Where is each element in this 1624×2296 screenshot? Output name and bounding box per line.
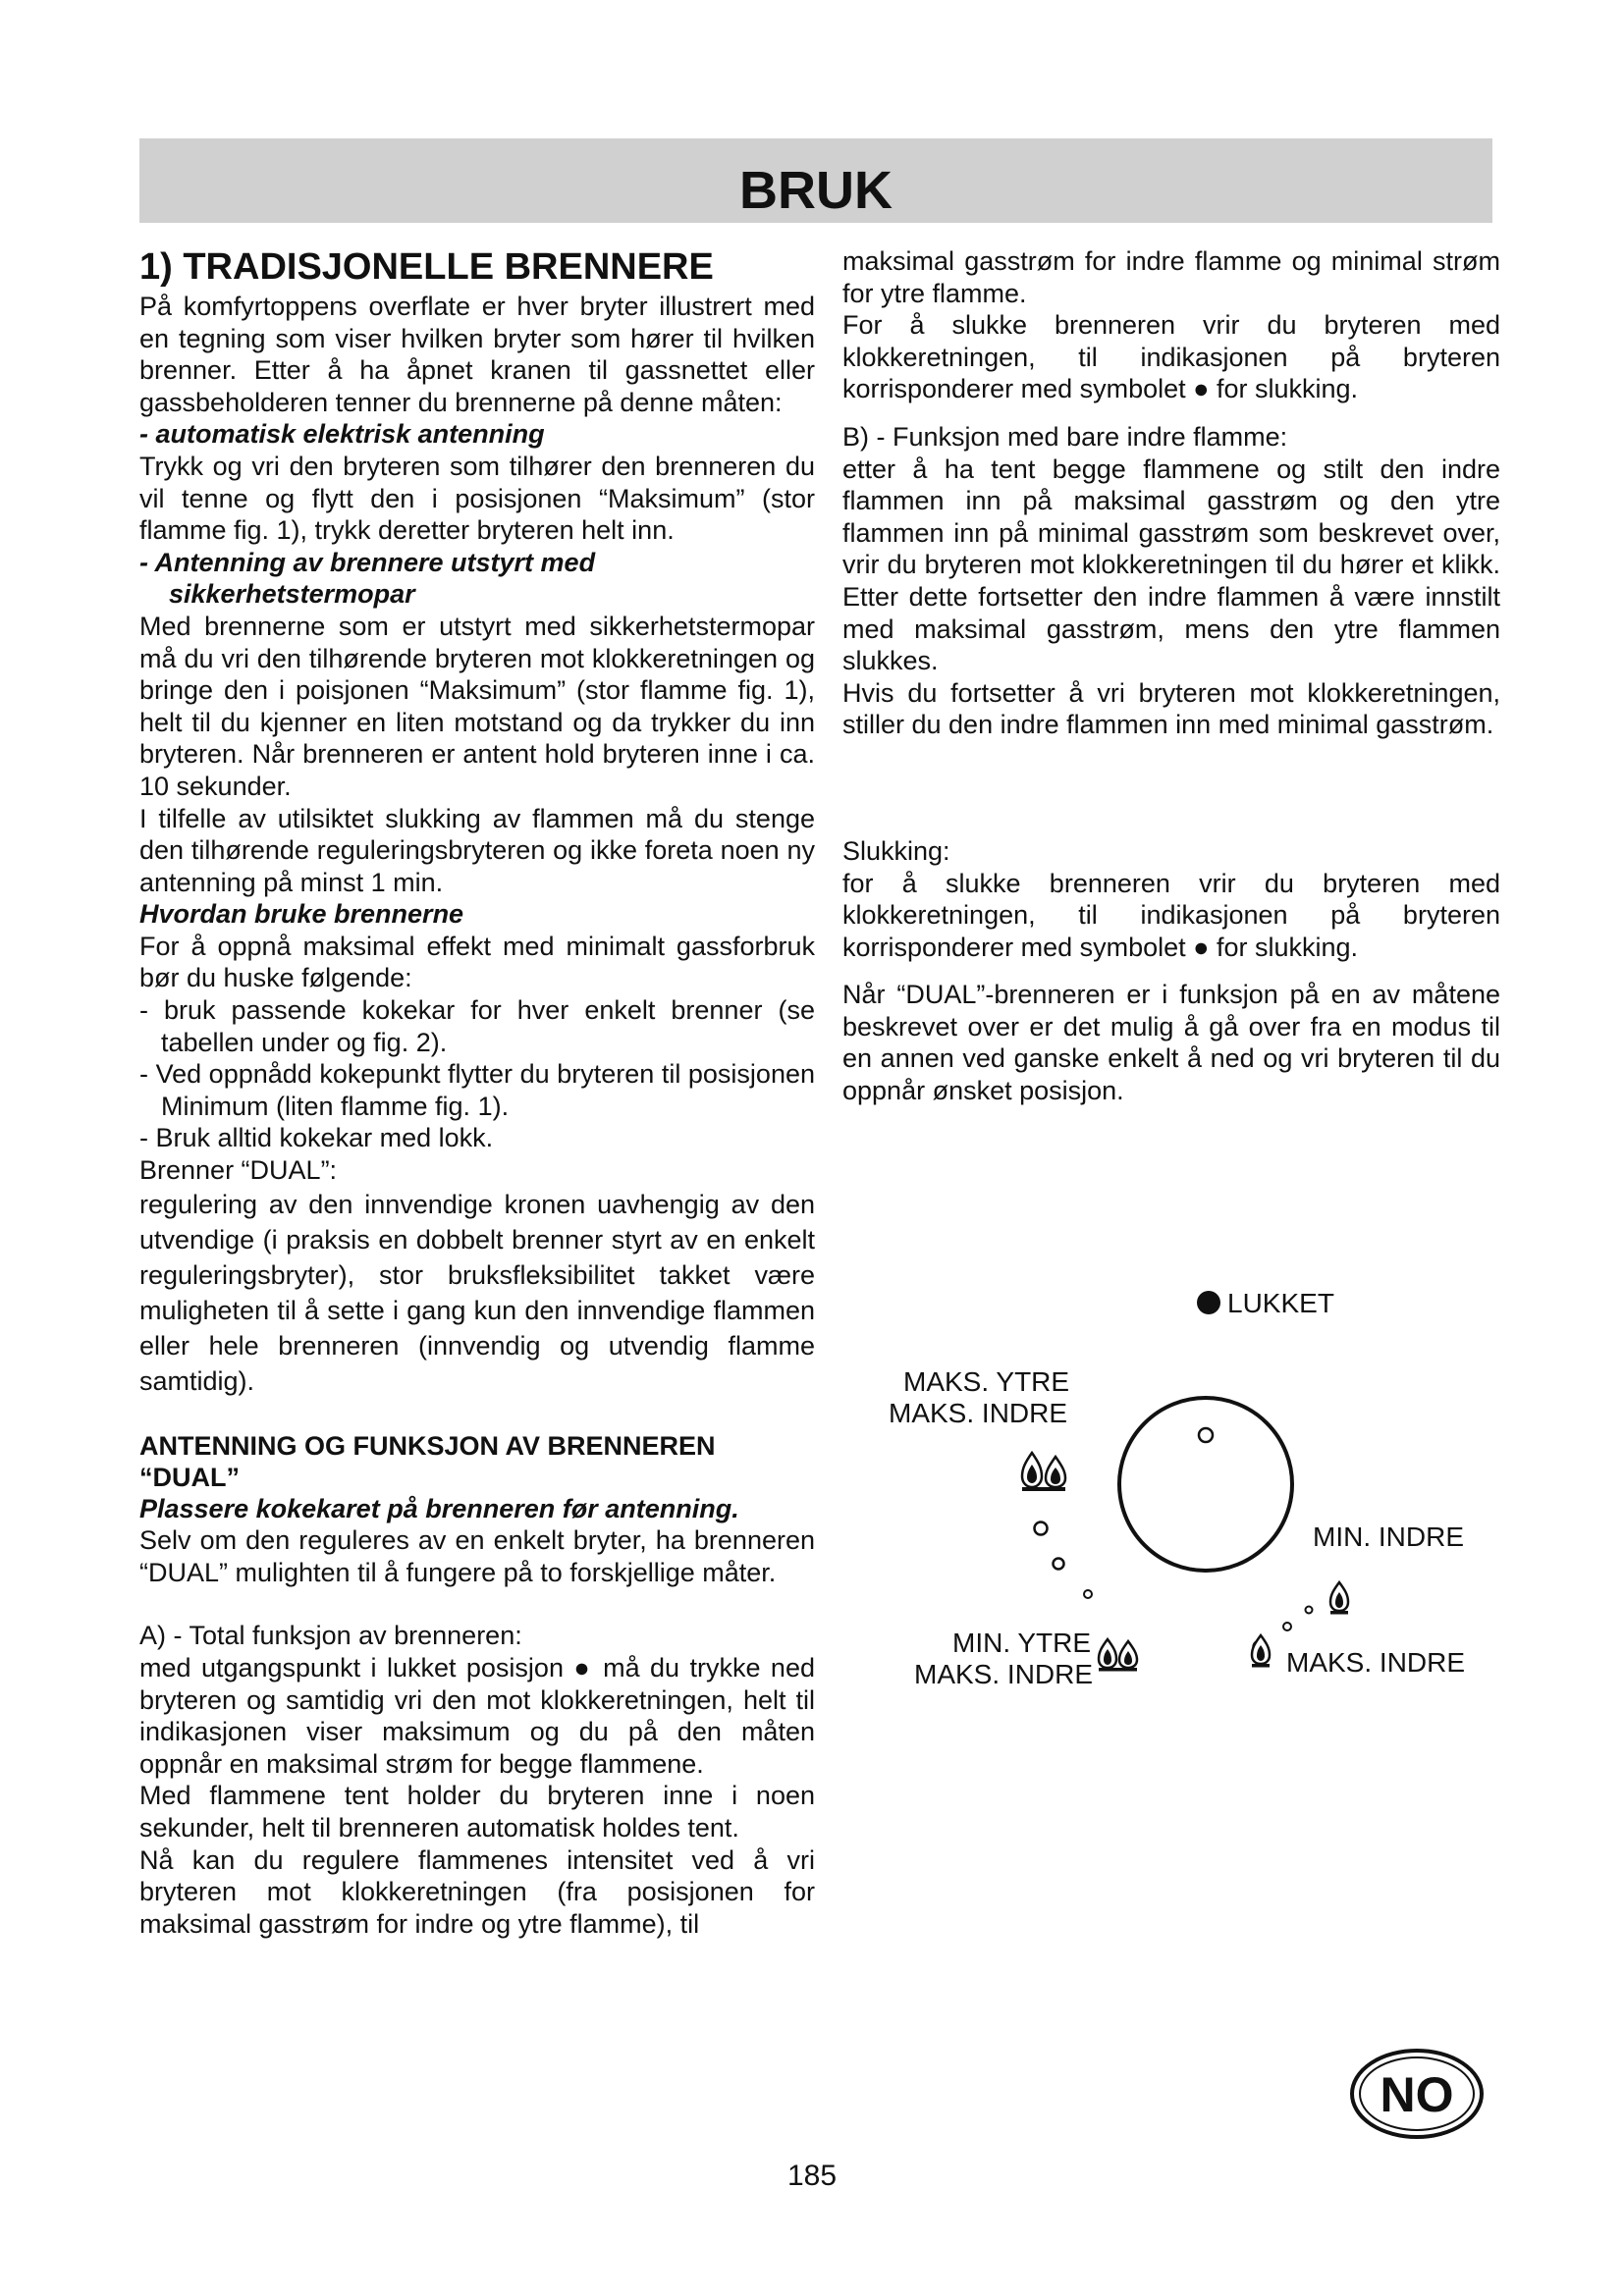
label-min-outer: MIN. YTRE (952, 1628, 1092, 1658)
slukking-text: for å slukke brenneren vrir du bryteren med klokkeretningen, til indikasjonen på bryteren korrisponderer med symbolet ● for slukking. (842, 868, 1500, 962)
thermocouple-heading-cont: sikkerhetstermopar (169, 579, 415, 610)
knob-indicator (1199, 1428, 1213, 1442)
flame-large-icon (1022, 1453, 1065, 1491)
mode-b-heading: B) - Funksjon med bare indre flamme: (842, 421, 1288, 452)
dual-switch-text: Når “DUAL”-brenneren er i funksjon på en av måtene beskrevet over er det mulig å gå over fra en modus til en annen ved ganske enkelt å ned og vri bryteren til du oppnår ønsket posisjon. (842, 980, 1500, 1106)
thermocouple-warning: I tilfelle av utilsiktet slukking av flammen må du stenge den tilhørende reguleringsbryteren og ikke foreta noen ny antenning på minst 1 min. (139, 803, 815, 897)
left-column (139, 245, 815, 1940)
off-instruction: For å slukke brenneren vrir du bryteren med klokkeretningen, til indikasjonen på bryteren korrisponderer med symbolet ● for slukking. (842, 310, 1500, 404)
auto-ignition-text: Trykk og vri den bryteren som tilhører den brenneren du vil tenne og flytt den i posisjonen “Maksimum” (stor flamme fig. 1), trykk deretter bryteren helt inn. (139, 451, 815, 546)
language-badge (1348, 2047, 1486, 2141)
label-closed: LUKKET (1227, 1288, 1334, 1318)
right-column (842, 245, 1500, 1107)
page-title: BRUK (739, 161, 893, 220)
usage-item: - bruk passende kokekar for hver enkelt brenner (se tabellen under og fig. 2). (139, 995, 815, 1057)
arc-dot (1306, 1607, 1313, 1614)
label-max-inner-top: MAKS. INDRE (889, 1398, 1068, 1428)
flame-inner-max-icon (1252, 1635, 1270, 1668)
arc-dot (1035, 1522, 1048, 1535)
mode-a-continued: maksimal gasstrøm for indre flamme og minimal strøm for ytre flamme. (842, 246, 1500, 308)
mode-a-text-2: Med flammene tent holder du bryteren inne i noen sekunder, helt til brenneren automatisk holdes tent. (139, 1781, 815, 1842)
label-max-inner-left: MAKS. INDRE (914, 1659, 1094, 1689)
usage-text: For å oppnå maksimal effekt med minimalt gassforbruk bør du huske følgende: (139, 931, 815, 993)
flame-small-icon (1099, 1639, 1137, 1672)
intro-paragraph: På komfyrtoppens overflate er hver bryter illustrert med en tegning som viser hvilken bryter som hører til hvilken brenner. Etter å ha åpnet kranen til gassnettet eller gassbeholderen tenner du brennerne på denne måten: (139, 292, 815, 417)
closed-dot-icon: ● (1193, 932, 1210, 962)
dual-label: Brenner “DUAL”: (139, 1155, 338, 1186)
usage-item: - Bruk alltid kokekar med lokk. (139, 1123, 494, 1153)
closed-dot-icon (1197, 1291, 1220, 1314)
thermocouple-heading: - Antenning av brennere utstyrt med (139, 547, 596, 577)
usage-heading: Hvordan bruke brennerne (139, 899, 464, 930)
dual-text: regulering av den innvendige kronen uavhengig av den utvendige (i praksis en dobbelt brenner styrt av en enkelt reguleringsbryter), stor bruksfleksibilitet takket være muligheten til å sette i gang kun den innvendige flammen eller hele brenneren (innvendig og utvendig flamme samtidig). (139, 1189, 815, 1396)
ignition-subheading: Plassere kokekaret på brenneren før antenning. (139, 1493, 739, 1523)
thermocouple-text: Med brennerne som er utstyrt med sikkerhetstermopar må du vri den tilhørende bryteren mot klokkeretningen og bringe den i poisjonen “Maksimum” (stor flamme fig. 1), helt til du kjenner en liten motstand og da trykker du inn bryteren. Når brenneren er antent hold bryteren inne i ca. 10 sekunder. (139, 611, 815, 801)
mode-a-heading: A) - Total funksjon av brenneren: (139, 1621, 522, 1651)
mode-b-text: etter å ha tent begge flammene og stilt den indre flammen inn på maksimal gasstrøm og den ytre flammen inn på minimal gasstrøm som beskrevet over, vrir du bryteren mot klokkeretningen til du hører et klikk. Etter dette fortsetter den indre flammen å være innstilt med maksimal gasstrøm, mens den ytre flammen slukkes. (842, 454, 1500, 676)
label-max-inner-right: MAKS. INDRE (1286, 1647, 1466, 1678)
flame-inner-icon (1330, 1582, 1348, 1615)
section-heading: 1) TRADISJONELLE BRENNERE (139, 246, 714, 288)
knob-diagram (842, 1266, 1510, 1718)
mode-a-text: med utgangspunkt i lukket posisjon ● må du trykke ned bryteren og samtidig vri den mot klokkeretningen, helt til indikasjonen viser maksimum og du på den måten oppnår en maksimal strøm for begge flammene. (139, 1653, 815, 1779)
closed-dot-icon: ● (573, 1653, 593, 1682)
usage-item: - Ved oppnådd kokepunkt flytter du bryteren til posisjonen Minimum (liten flamme fig. 1). (139, 1059, 815, 1121)
arc-dot (1084, 1590, 1092, 1598)
knob-circle (1119, 1398, 1292, 1571)
auto-ignition-heading: - automatisk elektrisk antenning (139, 419, 545, 450)
header-bar (139, 138, 1492, 223)
arc-dot (1283, 1623, 1291, 1630)
ignition-text: Selv om den reguleres av en enkelt bryter, ha brenneren “DUAL” mulighten til å fungere på to forskjellige måter. (139, 1525, 815, 1587)
arc-dot (1054, 1559, 1064, 1570)
language-code: NO (1380, 2067, 1454, 2122)
label-max-outer: MAKS. YTRE (903, 1366, 1070, 1397)
page-number: 185 (786, 2160, 838, 2192)
label-min-inner: MIN. INDRE (1313, 1522, 1464, 1552)
ignition-heading: ANTENNING OG FUNKSJON AV BRENNEREN “DUAL” (139, 1430, 716, 1492)
slukking-heading: Slukking: (842, 835, 950, 866)
mode-a-text-3: Nå kan du regulere flammenes intensitet ved å vri bryteren mot klokkeretningen (fra posisjonen for maksimal gasstrøm for indre og ytre flamme), til (139, 1844, 815, 1939)
closed-dot-icon: ● (1193, 374, 1210, 404)
mode-b-text-2: Hvis du fortsetter å vri bryteren mot klokkeretningen, stiller du den indre flammen inn med minimal gasstrøm. (842, 677, 1500, 740)
